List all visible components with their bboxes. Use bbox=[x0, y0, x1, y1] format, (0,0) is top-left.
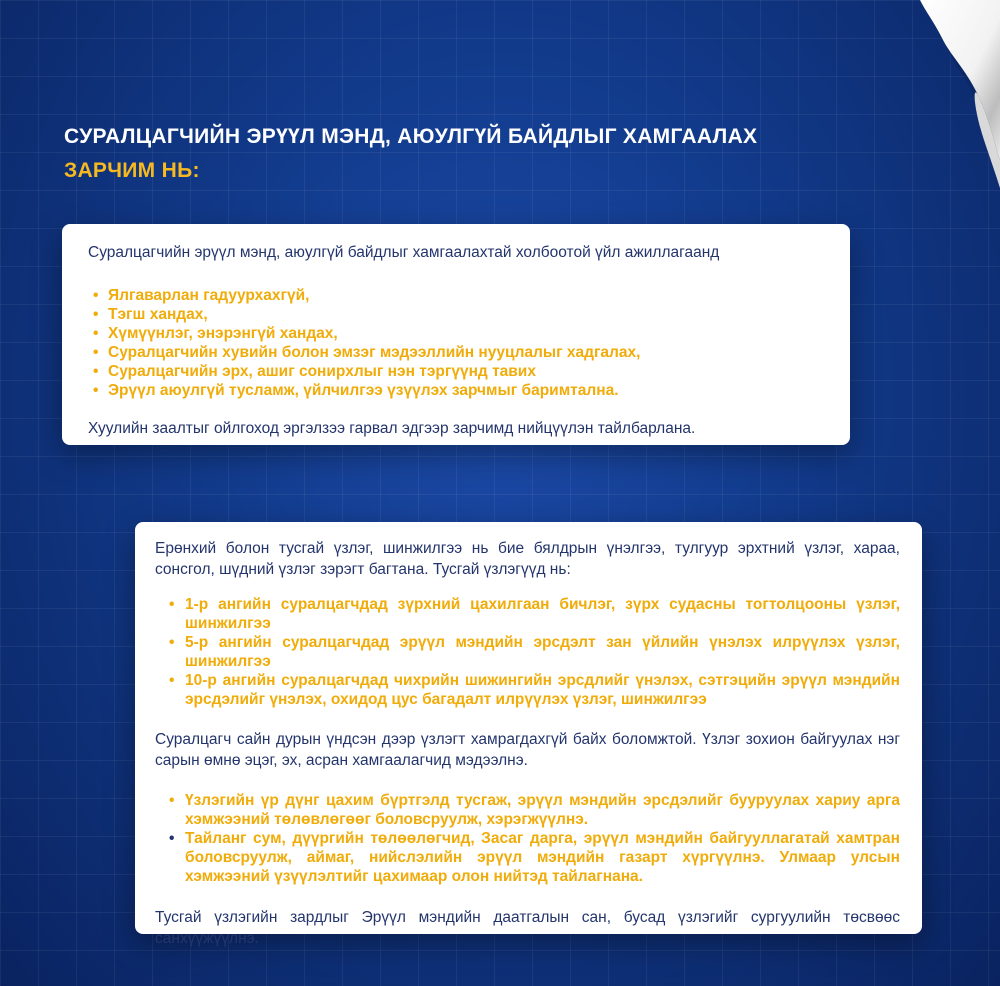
bullet-dot-icon: • bbox=[93, 363, 99, 380]
results-list bbox=[155, 791, 900, 886]
bullet-dot-icon: • bbox=[93, 344, 99, 361]
list-item bbox=[88, 324, 824, 343]
list-item-text: 1-р ангийн суралцагчдад зүрхний цахилгаан бичлэг, зүрх судасны тогтолцооны үзлэг, шинжилгээ bbox=[185, 596, 900, 632]
bullet-dot-icon: • bbox=[169, 672, 175, 689]
exams-intro: Ерөнхий болон тусгай үзлэг, шинжилгээ нь бие бялдрын үнэлгээ, тулгуур эрхтний үзлэг, хараа, сонсгол, шүдний үзлэг зэрэгт багтана. Тусгай үзлэгүүд нь: bbox=[155, 540, 900, 578]
bullet-dot-icon: • bbox=[169, 596, 175, 613]
bullet-dot-icon: • bbox=[93, 325, 99, 342]
list-item bbox=[88, 362, 824, 381]
bullet-dot-icon: • bbox=[93, 287, 99, 304]
bullet-dot-icon: • bbox=[93, 382, 99, 399]
list-item-text: Суралцагчийн хувийн болон эмзэг мэдээллийн нууцлалыг хадгалах, bbox=[108, 344, 641, 361]
special-exams-list bbox=[155, 595, 900, 709]
list-item bbox=[155, 633, 900, 671]
principles-closing: Хуулийн заалтыг ойлгоход эргэлзээ гарвал эдгээр зарчимд нийцүүлэн тайлбарлана. bbox=[88, 420, 696, 437]
principles-list bbox=[88, 286, 824, 400]
list-item bbox=[155, 671, 900, 709]
list-item bbox=[155, 595, 900, 633]
principles-intro: Суралцагчийн эрүүл мэнд, аюулгүй байдлыг хамгаалахтай холбоотой үйл ажиллагаанд bbox=[88, 244, 720, 261]
bullet-dot-icon: • bbox=[93, 306, 99, 323]
list-item-text: Үзлэгийн үр дүнг цахим бүртгэлд тусгаж, эрүүл мэндийн эрсдэлийг бууруулах хариу арга хэмжээний төлөвлөгөөг боловсруулж, хэрэгжүүлнэ. bbox=[185, 792, 900, 828]
list-item bbox=[155, 829, 900, 886]
voluntary-note: Суралцагч сайн дурын үндсэн дээр үзлэгт хамрагдахгүй байх боломжтой. Үзлэг зохион байгуулах нэг сарын өмнө эцэг, эх, асран хамгаалагчид мэдээлнэ. bbox=[155, 731, 900, 769]
funding-note: Тусгай үзлэгийн зардлыг Эрүүл мэндийн даатгалын сан, бусад үзлэгийг сургуулийн төсвөөс санхүүжүүлнэ. bbox=[155, 909, 900, 947]
bullet-dot-icon: • bbox=[169, 634, 175, 651]
list-item bbox=[88, 381, 824, 400]
bullet-dot-icon: • bbox=[169, 830, 175, 847]
list-item bbox=[88, 286, 824, 305]
exams-card bbox=[135, 522, 922, 947]
principles-card bbox=[62, 224, 850, 445]
list-item-text: Суралцагчийн эрх, ашиг сонирхлыг нэн тэргүүнд тавих bbox=[108, 363, 536, 380]
list-item-text: Эрүүл аюулгүй тусламж, үйлчилгээ үзүүлэх зарчмыг баримтална. bbox=[108, 382, 619, 399]
list-item-text: 10-р ангийн суралцагчдад чихрийн шижингийн эрсдлийг үнэлэх, сэтгэцийн эрүүл мэндийн эрсдэлийг үнэлэх, охидод цус багадалт илрүүлэх үзлэг, шинжилгээ bbox=[185, 672, 900, 708]
list-item bbox=[88, 305, 824, 324]
heading-title: СУРАЛЦАГЧИЙН ЭРҮҮЛ МЭНД, АЮУЛГҮЙ БАЙДЛЫГ ХАМГААЛАХ bbox=[64, 125, 758, 148]
list-item-text: Тэгш хандах, bbox=[108, 306, 208, 323]
page-heading bbox=[64, 120, 757, 188]
heading-subtitle: ЗАРЧИМ НЬ: bbox=[64, 159, 200, 182]
list-item-text: Ялгаварлан гадуурхахгүй, bbox=[108, 287, 310, 304]
bullet-dot-icon: • bbox=[169, 792, 175, 809]
list-item bbox=[155, 791, 900, 829]
page-curl-icon bbox=[850, 0, 1000, 190]
list-item-text: Тайланг сум, дүүргийн төлөөлөгчид, Засаг дарга, эрүүл мэндийн байгууллагатай хамтран боловсруулж, аймаг, нийслэлийн эрүүл мэндийн газарт хүргүүлнэ. Улмаар улсын хэмжээний үзүүлэлтийг цахимаар олон нийтэд тайлагнана. bbox=[185, 830, 900, 885]
list-item-text: Хүмүүнлэг, энэрэнгүй хандах, bbox=[108, 325, 338, 342]
list-item bbox=[88, 343, 824, 362]
list-item-text: 5-р ангийн суралцагчдад эрүүл мэндийн эрсдэлт зан үйлийн үнэлэх илрүүлэх үзлэг, шинжилгээ bbox=[185, 634, 900, 670]
